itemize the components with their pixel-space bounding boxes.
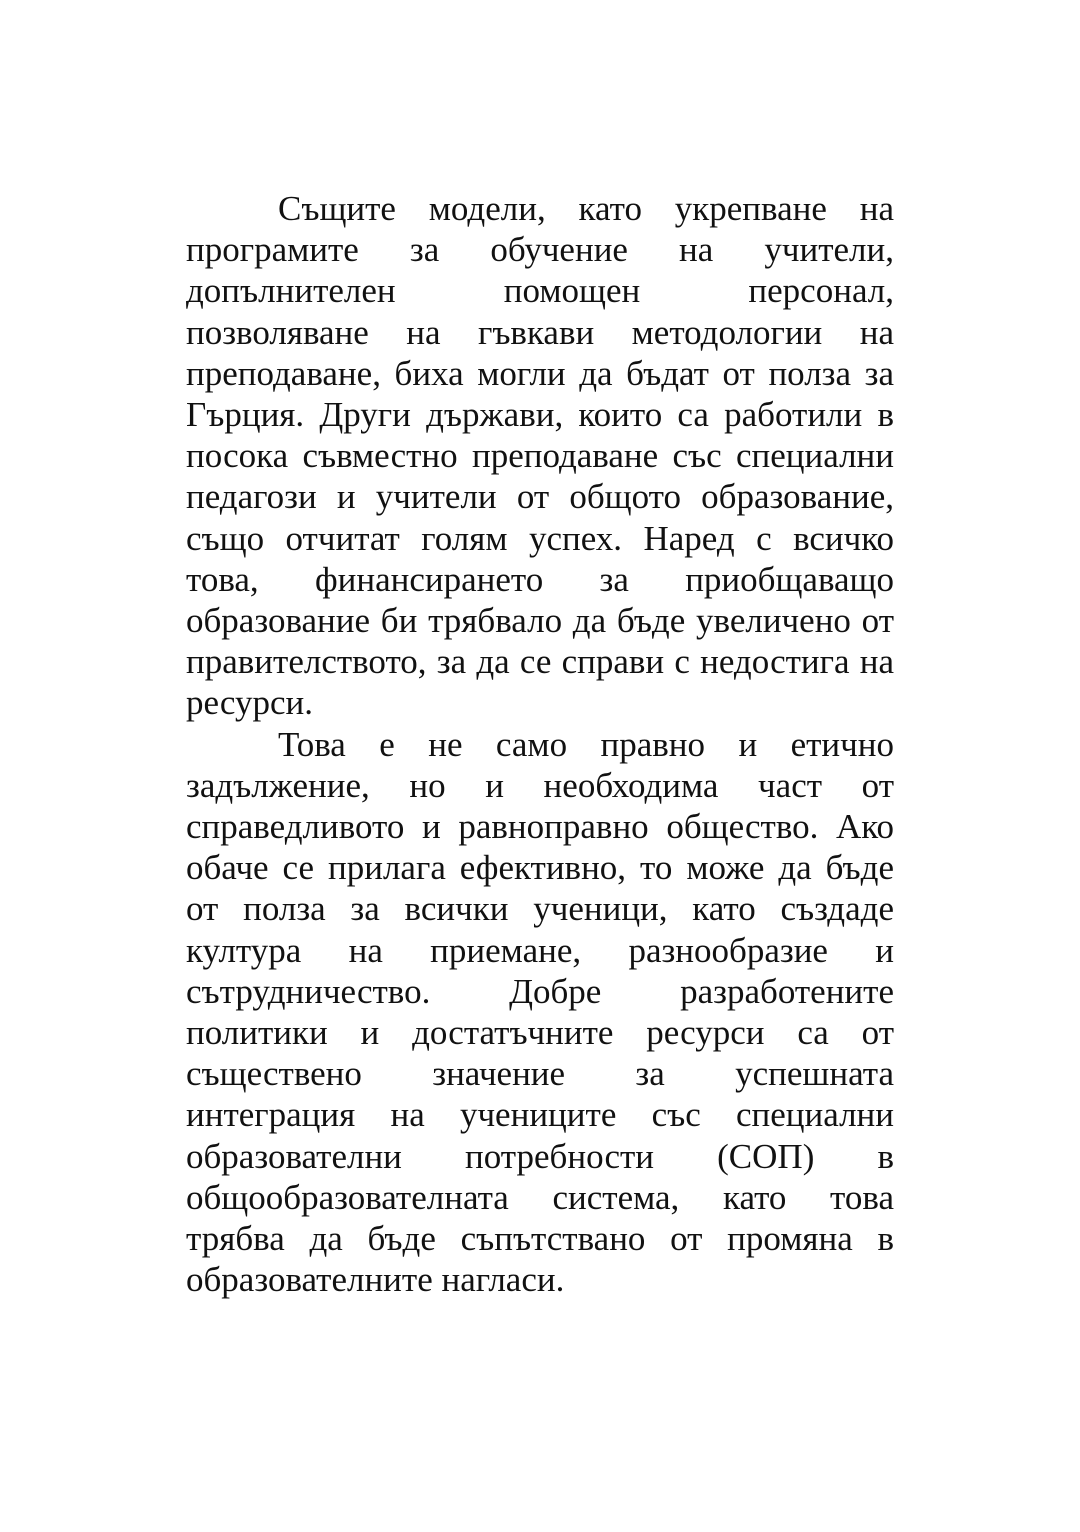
text-line: образователните нагласи. bbox=[186, 1260, 565, 1300]
text-line: преподаване, биха могли да бъдат от полза за bbox=[186, 353, 894, 393]
text-line: от полза за всички ученици, като създаде bbox=[186, 889, 894, 929]
text-line: образователни потребности (СОП) в bbox=[186, 1136, 894, 1176]
text-line: култура на приемане, разнообразие и bbox=[186, 930, 894, 970]
text-line: ресурси. bbox=[186, 683, 313, 723]
text-line: политики и достатъчните ресурси са от bbox=[186, 1013, 894, 1053]
text-line: Гърция. Други държави, които са работили в bbox=[186, 395, 894, 435]
text-line: допълнителен помощен персонал, bbox=[186, 271, 894, 311]
text-line: справедливото и равноправно общество. Ако bbox=[186, 807, 894, 847]
paragraph-2 bbox=[186, 724, 894, 1301]
text-line: това, финансирането за приобщаващо bbox=[186, 559, 894, 599]
text-line: правителството, за да се справи с недостига на bbox=[186, 642, 894, 682]
text-line: педагози и учители от общото образование, bbox=[186, 477, 894, 517]
text-line: сътрудничество. Добре разработените bbox=[186, 971, 894, 1011]
text-line: трябва да бъде съпътствано от промяна в bbox=[186, 1219, 894, 1259]
text-line: позволяване на гъвкави методологии на bbox=[186, 312, 894, 352]
text-line: съществено значение за успешната bbox=[186, 1054, 894, 1094]
text-line: програмите за обучение на учители, bbox=[186, 230, 894, 270]
text-line: също отчитат голям успех. Наред с всичко bbox=[186, 518, 894, 558]
text-line: Това е не само правно и етично bbox=[278, 724, 894, 764]
paragraph-1 bbox=[186, 188, 894, 724]
body-text bbox=[186, 188, 894, 1300]
text-line: общообразователната система, като това bbox=[186, 1177, 894, 1217]
text-line: интеграция на учениците със специални bbox=[186, 1095, 894, 1135]
text-line: образование би трябвало да бъде увеличено от bbox=[186, 601, 894, 641]
text-line: задължение, но и необходима част от bbox=[186, 765, 894, 805]
text-line: обаче се прилага ефективно, то може да бъде bbox=[186, 848, 894, 888]
text-line: Същите модели, като укрепване на bbox=[278, 189, 894, 228]
text-line: посока съвместно преподаване със специални bbox=[186, 436, 894, 476]
